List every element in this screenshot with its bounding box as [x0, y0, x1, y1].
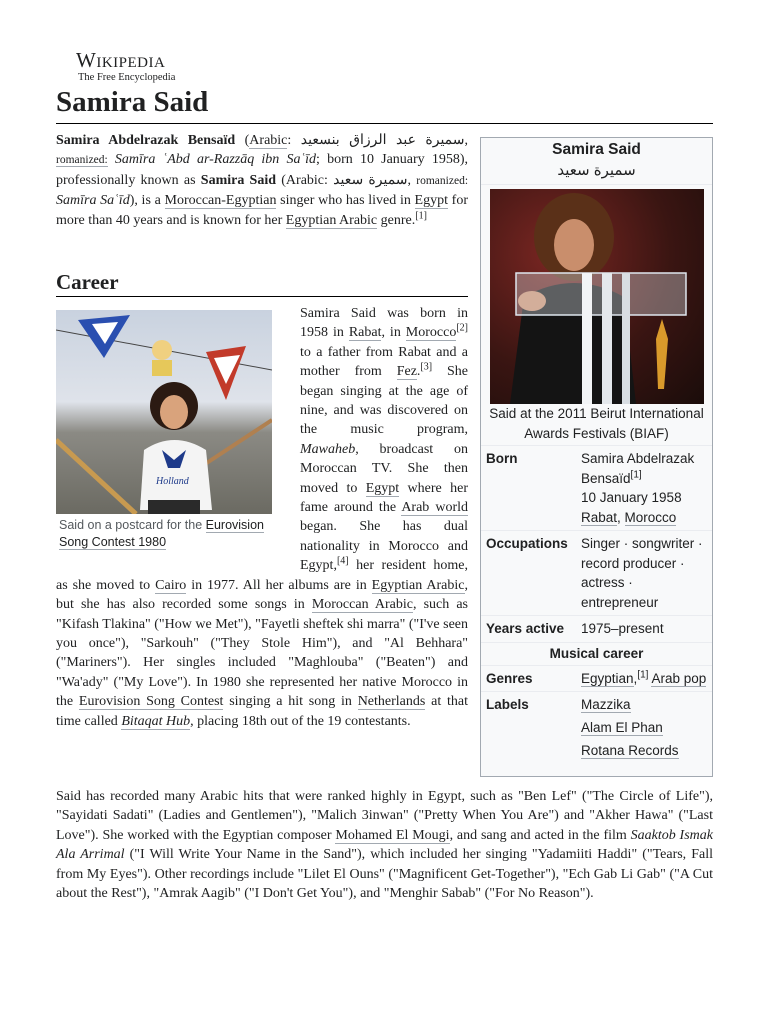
- title-divider: [56, 123, 713, 124]
- bold-full-name: Samira Abdelrazak Bensaïd: [56, 133, 236, 148]
- occupations-value: Singer · songwriter · record producer · actress · entrepreneur: [581, 536, 703, 610]
- career-text-12: singing a hit song in: [223, 694, 358, 710]
- arabic-label: Arabic:: [285, 172, 334, 188]
- eurovision-link[interactable]: Eurovision Song Contest: [78, 694, 224, 710]
- labels-row: [481, 692, 712, 767]
- years-text: for more than 40 years and is known for her: [56, 193, 469, 228]
- egypt-link[interactable]: Egypt: [414, 193, 448, 209]
- musical-career-header: Musical career: [481, 643, 712, 666]
- career-text-11: , such as "Kifash Tlakina" ("How we Met"), "Fayetli sheftek shi marra" ("I've seen you once"), "Sarkouh" ("They Stole Him"), and "Al Behhara" ("Mariners"). Her singles included "Maghlouba" ("Beaten") and "Wa'ady" ("My Love"). In 1980 she represented her native Morocco in the: [56, 597, 468, 710]
- infobox-photo-illustration: [490, 189, 704, 404]
- born-value: Samira Abdelrazak Bensaïd[1] 10 January 1958 Rabat, Morocco: [581, 451, 695, 525]
- svg-text:Holland: Holland: [156, 476, 189, 487]
- egyptian-arabic-link[interactable]: Egyptian Arabic: [371, 577, 465, 593]
- is-a-text: ), is a: [129, 193, 165, 209]
- moroccan-arabic-link[interactable]: Moroccan Arabic: [311, 597, 413, 613]
- thumbnail: [56, 310, 278, 551]
- caption-text: Said on a postcard for the: [59, 518, 206, 532]
- genre-ref[interactable]: [1]: [637, 669, 649, 680]
- years-active-label: Years active: [486, 621, 565, 636]
- postcard-image[interactable]: [56, 310, 272, 514]
- years-active-value: 1975–present: [581, 621, 664, 636]
- career-text-8: her resident home, as she moved to: [56, 558, 468, 593]
- label-alam-el-phan-link[interactable]: Alam El Phan: [581, 720, 663, 735]
- occupations-label: Occupations: [486, 536, 568, 551]
- infobox: [480, 137, 713, 777]
- genres-value: Egyptian,[1] Arab pop: [581, 669, 707, 686]
- occupations-row: [481, 531, 712, 616]
- logo-wordmark: Wikipedia: [76, 48, 166, 72]
- ref-1[interactable]: [1]: [415, 209, 427, 221]
- recordings-text-3: ("I Will Write Your Name in the Sand"), which included her singing "Yadamiiti Haddi" ("Tears, Fall from My Eyes"). Other recordings include "Lilet El Ouns" ("Magnificent Get-Together"), "Ech Gab Li Gab" ("A Cut about the Rest"), "Amrak Aagib" ("I Don't Get You"), and "Menghir Sabab" ("For No Reason").: [56, 847, 714, 902]
- career-text-1: Samira Said was born in 1958 in: [300, 306, 468, 341]
- mawaheb-text: Mawaheb: [300, 441, 356, 457]
- arabic-short-name: سميرة سعيد: [333, 172, 408, 188]
- career-text-10: , but she has also recorded some songs in: [56, 577, 468, 613]
- recordings-text-1: Said has recorded many Arabic hits that were ranked highly in Egypt, such as "Ben Lef" ("The Circle of Life"), "Sayidati Sadati" (Ladies and Gentlemen"), "Malich 3inwan" ("Pretty When You Are") and "Akher Hawa" ("Last Love"). She worked with the Egyptian composer: [56, 789, 713, 843]
- ref-3[interactable]: [3]: [420, 361, 433, 373]
- career-text-4: She began singing at the age of nine, and was discovered on the music program,: [300, 364, 469, 438]
- arabic-full-name: سميرة عبد الرزاق بنسعيد: [300, 133, 465, 148]
- fez-link[interactable]: Fez: [396, 364, 417, 380]
- romanized-label[interactable]: romanized:: [56, 154, 108, 167]
- arabic-link[interactable]: Arabic: [249, 133, 288, 148]
- ref-2[interactable]: [2]: [456, 322, 468, 334]
- born-date: 10 January 1958: [581, 490, 682, 505]
- romanized-short: Samīra Saʿīd: [56, 193, 130, 209]
- genre-link[interactable]: Egyptian Arabic: [285, 212, 378, 228]
- egypt-link-2[interactable]: Egypt: [365, 480, 400, 496]
- logo-tagline: The Free Encyclopedia: [78, 72, 176, 83]
- ref-4[interactable]: [4]: [336, 555, 349, 567]
- career-text-2: , in: [381, 325, 406, 341]
- genres-row: [481, 666, 712, 693]
- career-text-13: at that time called: [56, 694, 468, 729]
- born-name: Samira Abdelrazak Bensaïd: [581, 451, 695, 486]
- genre-arab-pop-link[interactable]: Arab pop: [651, 670, 707, 686]
- morocco-link[interactable]: Morocco: [405, 325, 457, 341]
- song-link[interactable]: Bitaqat Hub: [121, 713, 191, 729]
- netherlands-link[interactable]: Netherlands: [357, 694, 426, 710]
- postcard-illustration: [56, 310, 272, 514]
- career-text-5: , broadcast on Moroccan TV. She then moved to: [300, 441, 468, 496]
- infobox-title: Samira Said: [552, 141, 641, 158]
- career-text-3: to a father from Rabat and a mother from: [300, 344, 468, 380]
- composer-link[interactable]: Mohamed El Mougi: [335, 827, 450, 843]
- genres-label: Genres: [486, 670, 533, 686]
- career-text-14: , placing 18th out of the 19 contestants.: [190, 713, 411, 729]
- born-country-link[interactable]: Morocco: [624, 509, 677, 525]
- genre-text: genre.: [377, 212, 416, 228]
- romanized-name: Samīra ʿAbd ar-Razzāq ibn Saʿīd: [114, 152, 317, 168]
- arab-world-link[interactable]: Arab world: [401, 500, 468, 516]
- eurovision-1980-link[interactable]: Eurovision Song Contest 1980: [59, 518, 264, 549]
- singer-text: singer who has lived in: [276, 193, 415, 209]
- recordings-text-2: , and sang and acted in the film: [449, 827, 631, 843]
- infobox-photo[interactable]: [490, 189, 704, 404]
- wikipedia-logo[interactable]: [76, 50, 196, 84]
- years-active-row: [481, 616, 712, 643]
- career-paragraph: Samira Said was born in 1958 in Rabat, in Morocco[2] to a father from Rabat and a mother from Fez.[3] She began singing at the age of nine, and was discovered on the music program, Mawaheb, broadcast on Moroccan TV. She then moved to Egypt where her fame around the Arab world began. She has dual nationality in Morocco and Egypt,[4] her resident home, as she moved to Cairo in 1977. All her albums are in Egyptian Arabic, but she has also recorded some songs in Moroccan Arabic, such as "Kifash Tlakina" ("How we Met"), "Fayetli sheftek shi marra" ("I've seen you once"), "Sarkouh" ("They Stole Him"), and "Al Behhara" ("Mariners"). Her singles included "Maghlouba" ("Beaten") and "Wa'ady" ("My Love"). In 1980 she represented her native Morocco in the Eurovision Song Contest singing a hit song in Netherlands at that time called Bitaqat Hub, placing 18th out of the 19 contestants.: [56, 306, 469, 729]
- recordings-paragraph: [56, 787, 713, 903]
- cairo-link[interactable]: Cairo: [155, 577, 187, 593]
- born-label: Born: [486, 451, 518, 466]
- nationality-link[interactable]: Moroccan-Egyptian: [164, 193, 277, 209]
- bold-short-name: Samira Said: [200, 172, 277, 188]
- career-text-6: where her fame around the: [300, 480, 468, 516]
- career-section: [56, 304, 468, 731]
- born-text: ; born 10 January 1958), professionally known as: [56, 152, 468, 188]
- infobox-arabic-name: سميرة سعيد: [481, 160, 712, 185]
- label-rotana-link[interactable]: Rotana Records: [581, 743, 679, 758]
- labels-value: [581, 695, 708, 764]
- born-row: [481, 446, 712, 531]
- film-title: Saaktob Ismak Ala Arrimal: [56, 827, 713, 863]
- career-divider: [56, 296, 468, 297]
- career-heading: Career: [56, 270, 119, 294]
- infobox-photo-caption: Said at the 2011 Beirut International Awards Festivals (BIAF): [481, 404, 712, 446]
- born-city-link[interactable]: Rabat: [581, 509, 618, 525]
- born-ref[interactable]: [1]: [630, 469, 642, 480]
- page-title: Samira Said: [56, 86, 209, 118]
- thumbnail-caption: [56, 517, 278, 551]
- career-text-7: began. She has dual nationality in Morocco and Egypt,: [300, 519, 468, 574]
- labels-label: Labels: [486, 697, 529, 712]
- rabat-link[interactable]: Rabat: [348, 325, 382, 341]
- career-text-9: in 1977. All her albums are in: [186, 577, 372, 593]
- intro-paragraph: Samira Abdelrazak Bensaïd (Arabic: سميرة عبد الرزاق بنسعيد, romanized: Samīra ʿAbd ar-Razzāq ibn Saʿīd; born 10 January 1958), professionally known as Samira Said (Arabic: سميرة سعيد, romanized: Samīra Saʿīd), is a Moroccan-Egyptian singer who has lived in Egypt for more than 40 years and is known for her Egyptian Arabic genre.[1]: [56, 133, 469, 228]
- genre-egyptian-link[interactable]: Egyptian: [581, 670, 634, 686]
- romanized-label-2: romanized:: [416, 174, 469, 187]
- label-mazzika-link[interactable]: Mazzika: [581, 697, 631, 712]
